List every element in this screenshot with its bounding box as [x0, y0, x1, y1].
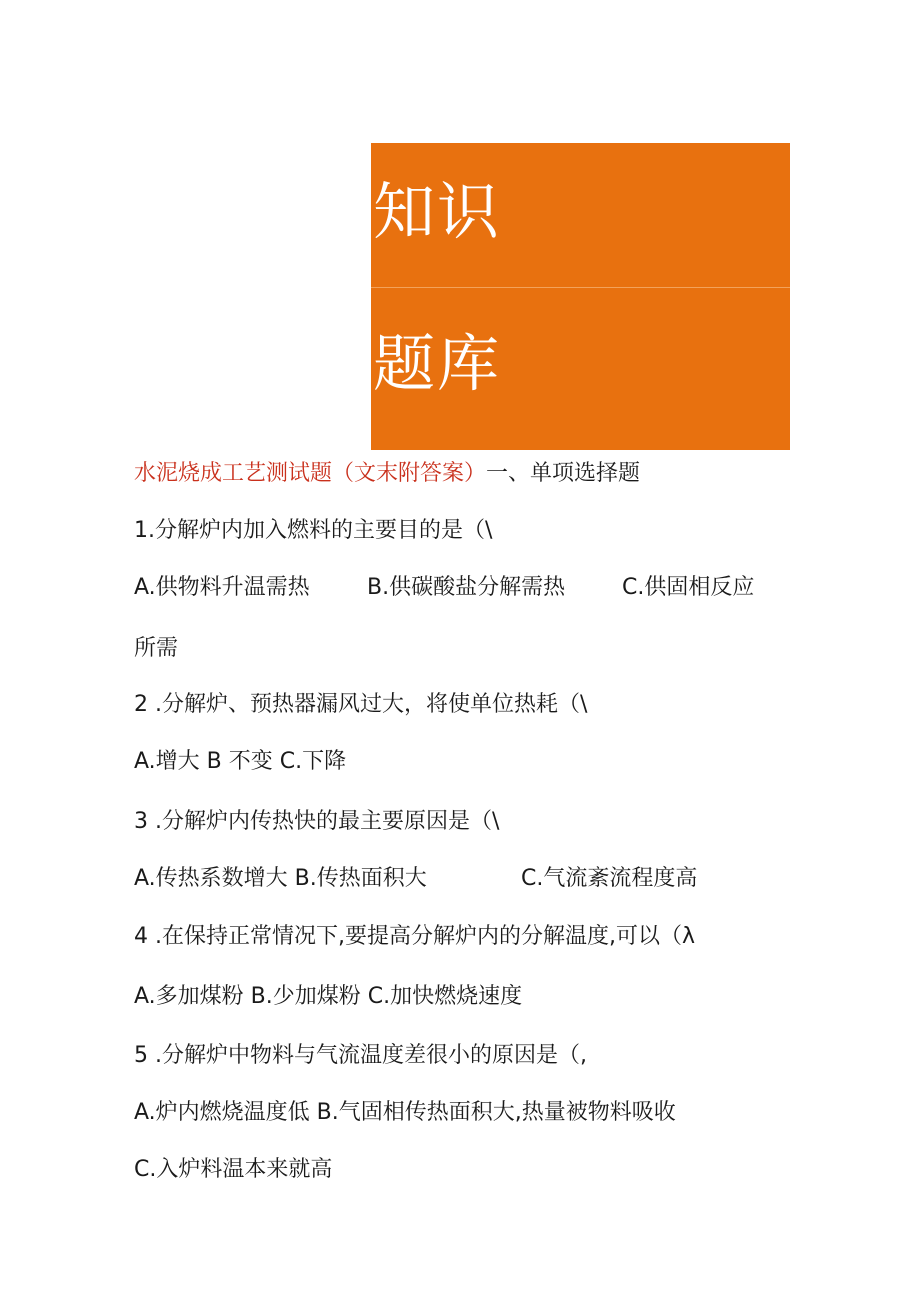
question-4-options: A.多加煤粉 B.少加煤粉 C.加快燃烧速度 — [134, 984, 523, 1009]
question-2-stem: 2 .分解炉、预热器漏风过大，将使单位热耗（\ — [134, 692, 588, 717]
question-1-option-a: A.供物料升温需热 — [134, 575, 310, 600]
question-3-option-ab: A.传热系数增大 B.传热面积大 — [134, 866, 427, 891]
question-5-option-ab: A.炉内燃烧温度低 B.气固相传热面积大,热量被物料吸收 — [134, 1100, 676, 1125]
cover-word-knowledge: 知识 — [373, 175, 502, 248]
question-4-stem: 4 .在保持正常情况下,要提高分解炉内的分解温度,可以（λ — [134, 924, 695, 949]
question-2-options: A.增大 B 不变 C.下降 — [134, 749, 347, 774]
question-3-option-c: C.气流紊流程度高 — [521, 866, 698, 891]
question-1-option-b: B.供碳酸盐分解需热 — [367, 575, 566, 600]
cover-divider — [371, 287, 790, 288]
question-1-option-c-cont: 所需 — [134, 636, 179, 661]
question-1-option-c: C.供固相反应 — [622, 575, 755, 600]
question-3-stem: 3 .分解炉内传热快的最主要原因是（\ — [134, 809, 500, 834]
document-title: 水泥烧成工艺测试题（文末附答案） — [134, 461, 487, 486]
cover-word-question-bank: 题库 — [373, 327, 502, 400]
question-5-stem: 5 .分解炉中物料与气流温度差很小的原因是（, — [134, 1043, 587, 1068]
question-5-option-c: C.入炉料温本来就高 — [134, 1157, 333, 1182]
question-1-stem: 1.分解炉内加入燃料的主要目的是（\ — [134, 518, 493, 543]
title-line — [134, 459, 640, 489]
cover-banner — [371, 143, 790, 450]
section-heading: 一、单项选择题 — [486, 461, 641, 486]
